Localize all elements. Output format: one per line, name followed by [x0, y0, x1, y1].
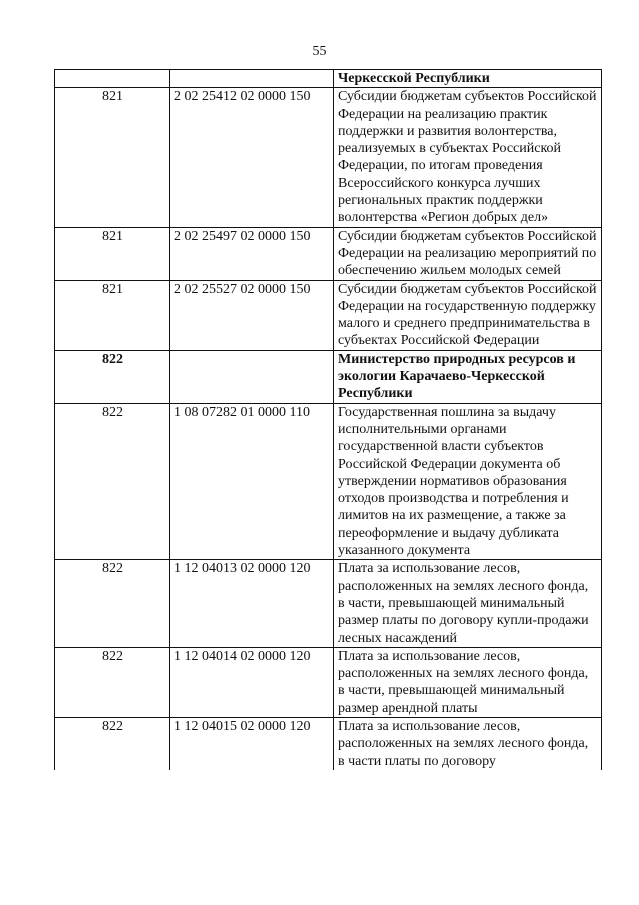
revenue-name-cell: Субсидии бюджетам субъектов Российской Федерации на реализацию практик поддержки и развития волонтерства, реализуемых в субъектах Российской Федерации, по итогам проведения Всероссийского конкурса лучших региональных практик поддержки волонтерства «Регион добрых дел» [334, 88, 602, 227]
admin-code-cell: 822 [55, 403, 170, 560]
table-row [55, 560, 602, 647]
revenue-name-cell: Министерство природных ресурсов и экологии Карачаево-Черкесской Республики [334, 350, 602, 403]
table-row [55, 280, 602, 350]
table-row [55, 350, 602, 403]
admin-code-cell: 821 [55, 280, 170, 350]
revenue-name-cell: Черкесской Республики [334, 70, 602, 88]
table-body [55, 70, 602, 770]
budget-code-cell: 1 08 07282 01 0000 110 [170, 403, 334, 560]
table-row [55, 227, 602, 280]
revenue-codes-table [54, 69, 602, 770]
budget-code-cell: 2 02 25497 02 0000 150 [170, 227, 334, 280]
table-row [55, 647, 602, 717]
budget-code-cell [170, 70, 334, 88]
budget-code-cell: 1 12 04013 02 0000 120 [170, 560, 334, 647]
budget-code-cell: 2 02 25527 02 0000 150 [170, 280, 334, 350]
budget-code-cell: 1 12 04014 02 0000 120 [170, 647, 334, 717]
revenue-name-cell: Плата за использование лесов, расположенных на землях лесного фонда, в части платы по договору [334, 717, 602, 769]
budget-code-cell [170, 350, 334, 403]
table-row [55, 88, 602, 227]
table-row [55, 403, 602, 560]
admin-code-cell: 822 [55, 560, 170, 647]
admin-code-cell: 822 [55, 717, 170, 769]
table-row [55, 70, 602, 88]
revenue-name-cell: Субсидии бюджетам субъектов Российской Федерации на государственную поддержку малого и среднего предпринимательства в субъектах Российской Федерации [334, 280, 602, 350]
page-number: 55 [312, 44, 327, 59]
admin-code-cell: 821 [55, 88, 170, 227]
revenue-name-cell: Государственная пошлина за выдачу исполнительными органами государственной власти субъектов Российской Федерации документа об утверждении нормативов образования отходов производства и потребления и лимитов на их размещение, а также за переоформление и выдачу дубликата указанного документа [334, 403, 602, 560]
admin-code-cell: 822 [55, 350, 170, 403]
budget-code-cell: 1 12 04015 02 0000 120 [170, 717, 334, 769]
table-row [55, 717, 602, 769]
admin-code-cell: 822 [55, 647, 170, 717]
revenue-name-cell: Субсидии бюджетам субъектов Российской Федерации на реализацию мероприятий по обеспечению жильем молодых семей [334, 227, 602, 280]
admin-code-cell: 821 [55, 227, 170, 280]
admin-code-cell [55, 70, 170, 88]
budget-code-cell: 2 02 25412 02 0000 150 [170, 88, 334, 227]
revenue-name-cell: Плата за использование лесов, расположенных на землях лесного фонда, в части, превышающей минимальный размер арендной платы [334, 647, 602, 717]
revenue-name-cell: Плата за использование лесов, расположенных на землях лесного фонда, в части, превышающей минимальный размер платы по договору купли-продажи лесных насаждений [334, 560, 602, 647]
